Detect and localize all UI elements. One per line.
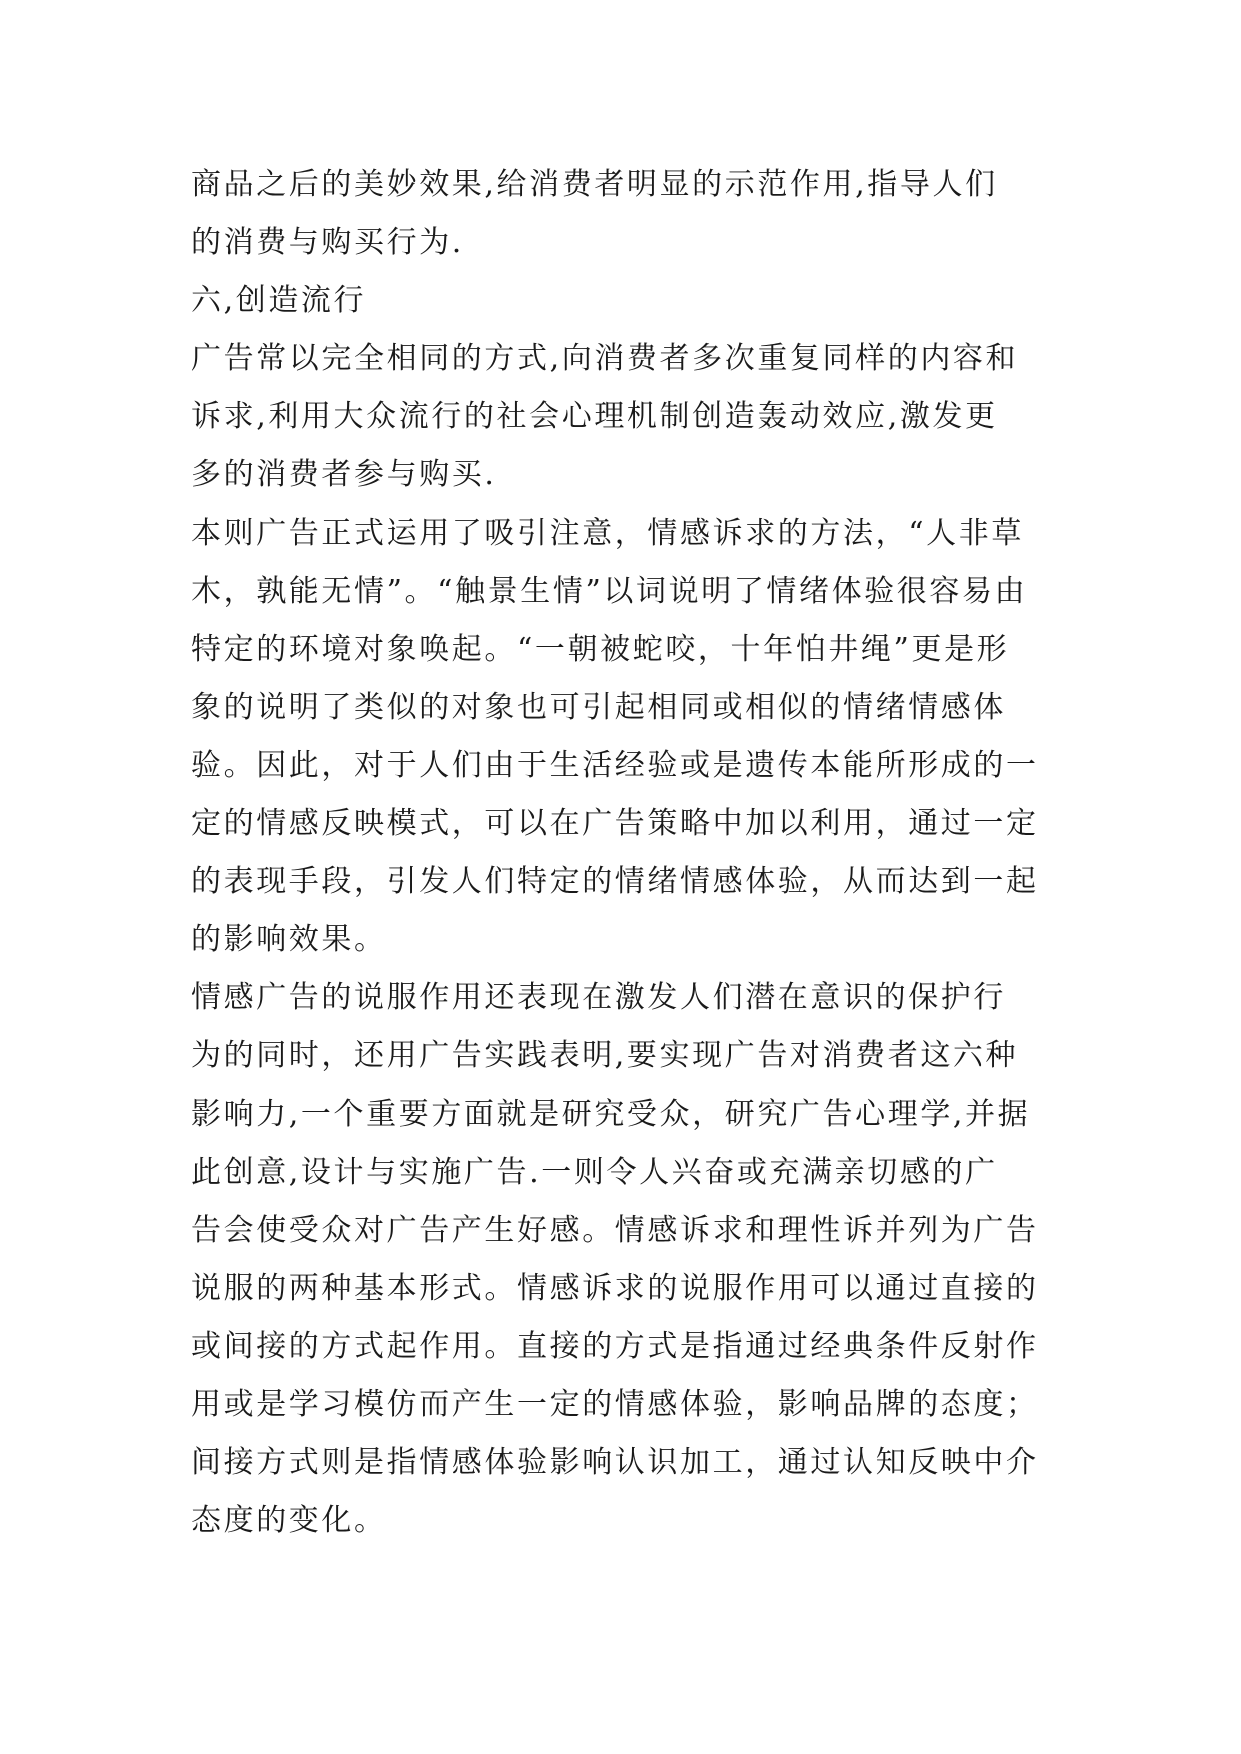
text-line: 情感广告的说服作用还表现在激发人们潜在意识的保护行: [191, 980, 1006, 1016]
text-line: 广告常以完全相同的方式,向消费者多次重复同样的内容和: [191, 341, 1019, 377]
text-line: 验。因此，对于人们由于生活经验或是遗传本能所形成的一: [191, 747, 1039, 783]
text-line: 间接方式则是指情感体验影响认识加工，通过认知反映中介: [191, 1445, 1039, 1481]
section-heading: 六,创造流行: [191, 283, 367, 319]
text-line: 多的消费者参与购买.: [191, 457, 497, 493]
text-line: 商品之后的美妙效果,给消费者明显的示范作用,指导人们: [191, 167, 998, 202]
body-text: [191, 156, 1051, 1550]
text-line: 本则广告正式运用了吸引注意，情感诉求的方法，“人非草: [191, 515, 1024, 551]
text-line: 告会使受众对广告产生好感。情感诉求和理性诉并列为广告: [191, 1212, 1039, 1248]
text-line: 象的说明了类似的对象也可引起相同或相似的情绪情感体: [191, 689, 1006, 725]
text-line: 影响力,一个重要方面就是研究受众，研究广告心理学,并据: [191, 1096, 1031, 1132]
text-line: 的影响效果。: [191, 922, 387, 958]
text-line: 的表现手段，引发人们特定的情绪情感体验，从而达到一起: [191, 864, 1039, 900]
text-line: 定的情感反映模式，可以在广告策略中加以利用，通过一定: [191, 806, 1039, 842]
text-line: 态度的变化。: [191, 1503, 387, 1539]
text-line: 用或是学习模仿而产生一定的情感体验，影响品牌的态度；: [191, 1386, 1039, 1422]
text-line: 或间接的方式起作用。直接的方式是指通过经典条件反射作: [191, 1328, 1039, 1364]
text-line: 木，孰能无情”。“触景生情”以词说明了情绪体验很容易由: [191, 573, 1028, 609]
text-line: 为的同时，还用广告实践表明,要实现广告对消费者这六种: [191, 1038, 1019, 1074]
text-line: 特定的环境对象唤起。“一朝被蛇咬，十年怕井绳”更是形: [191, 631, 1010, 667]
text-line: 的消费与购买行为.: [191, 225, 464, 261]
text-line: 说服的两种基本形式。情感诉求的说服作用可以通过直接的: [191, 1270, 1039, 1306]
text-line: 此创意,设计与实施广告.一则令人兴奋或充满亲切感的广: [191, 1154, 998, 1190]
text-line: 诉求,利用大众流行的社会心理机制创造轰动效应,激发更: [191, 399, 998, 435]
